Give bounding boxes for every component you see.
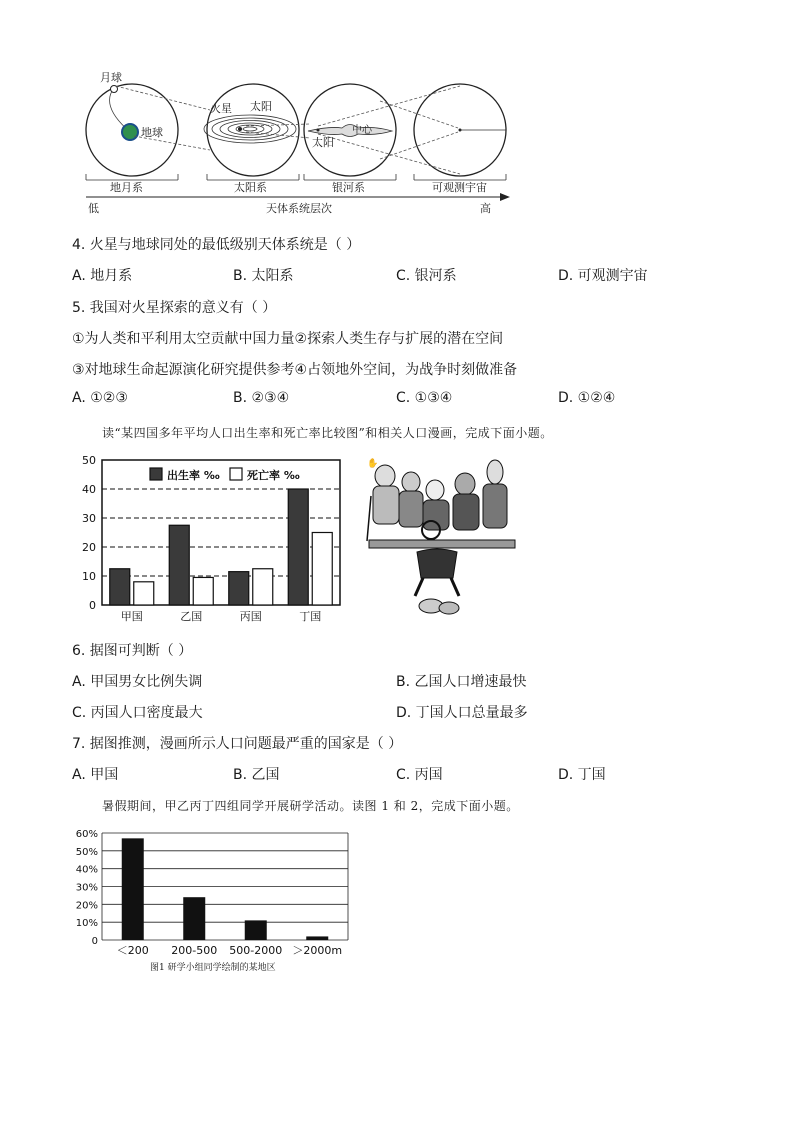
y-tick-label: 50 — [82, 454, 96, 467]
elevation-distribution-chart — [62, 826, 362, 956]
y-tick-label: 10% — [75, 918, 98, 930]
sun-dot — [238, 127, 242, 131]
young-person — [415, 549, 459, 614]
death-rate-bar — [134, 582, 154, 605]
high-label: 高 — [480, 202, 491, 215]
x-tick-label: 甲国 — [120, 610, 143, 623]
planet-orbits — [204, 115, 296, 143]
death-rate-bar — [253, 569, 273, 605]
axis-label: 天体系统层次 — [266, 202, 332, 215]
system-label-galaxy: 银河系 — [332, 181, 365, 194]
q7-option-b[interactable]: B. 乙国 — [233, 767, 280, 783]
moon-icon — [111, 86, 118, 93]
q5-stem: 5. 我国对火星探索的意义有（ ） — [72, 300, 277, 316]
birth-rate-bar — [229, 572, 249, 605]
figure1-caption: 图1 研学小组同学绘制的某地区 — [150, 963, 276, 973]
y-tick-label: 20% — [75, 900, 98, 912]
arrow-head-icon — [500, 193, 510, 201]
population-aging-cartoon — [365, 456, 525, 620]
q5-option-b[interactable]: B. ②③④ — [233, 390, 290, 406]
moon-label: 月球 — [100, 71, 122, 84]
earth-label: 地球 — [141, 126, 163, 139]
q4-stem: 4. 火星与地球同处的最低级别天体系统是（ ） — [72, 237, 361, 253]
y-tick-label: 30 — [82, 512, 96, 525]
q6-option-c[interactable]: C. 丙国人口密度最大 — [72, 705, 203, 721]
x-tick-label: 500-2000 — [229, 944, 283, 956]
system-label-earth-moon: 地月系 — [110, 181, 143, 194]
x-tick-label: 乙国 — [180, 610, 203, 623]
elevation-bar — [306, 936, 328, 940]
elderly-figures — [367, 460, 507, 541]
y-tick-label: 0 — [89, 599, 96, 612]
x-tick-label: ＞2000m — [292, 944, 343, 956]
x-tick-label: 丁国 — [299, 610, 322, 623]
q7-option-c[interactable]: C. 丙国 — [396, 767, 443, 783]
legend-birth-label: 出生率 ‰ — [167, 469, 220, 482]
celestial-hierarchy-diagram — [60, 66, 530, 218]
section-intro-population: 读“某四国多年平均人口出生率和死亡率比较图”和相关人口漫画，完成下面小题。 — [102, 426, 553, 440]
y-tick-label: 30% — [75, 882, 98, 894]
q5-statement-line-1: ①为人类和平利用太空贡献中国力量②探索人类生存与扩展的潜在空间 — [72, 331, 504, 347]
q6-option-b[interactable]: B. 乙国人口增速最快 — [396, 674, 527, 690]
y-tick-label: 60% — [75, 829, 98, 840]
q5-option-d[interactable]: D. ①②④ — [558, 390, 616, 406]
death-rate-bar — [193, 577, 213, 605]
q4-option-a[interactable]: A. 地月系 — [72, 268, 133, 284]
q7-option-a[interactable]: A. 甲国 — [72, 767, 119, 783]
svg-text:✋: ✋ — [367, 459, 379, 469]
death-rate-bar — [312, 533, 332, 606]
earth-icon — [122, 124, 138, 140]
y-tick-label: 10 — [82, 570, 96, 583]
low-label: 低 — [88, 202, 99, 215]
q5-option-a[interactable]: A. ①②③ — [72, 390, 128, 406]
y-tick-label: 0 — [91, 936, 98, 947]
solar-system-circle — [207, 84, 299, 176]
birth-rate-bar — [169, 525, 189, 605]
section-intro-study-trip: 暑假期间，甲乙丙丁四组同学开展研学活动。读图 1 和 2，完成下面小题。 — [102, 799, 519, 813]
q6-stem: 6. 据图可判断（ ） — [72, 643, 193, 659]
mars-label: 火星 — [210, 102, 232, 115]
birth-death-rate-chart — [70, 452, 350, 627]
q6-option-d[interactable]: D. 丁国人口总量最多 — [396, 705, 528, 721]
elevation-bar — [245, 920, 267, 940]
q5-option-c[interactable]: C. ①③④ — [396, 390, 453, 406]
sun-label-solar: 太阳 — [250, 100, 272, 113]
q5-statement-line-2: ③对地球生命起源演化研究提供参考④占领地外空间，为战争时刻做准备 — [72, 362, 518, 378]
system-label-solar: 太阳系 — [234, 181, 267, 194]
center-label: 中心 — [352, 125, 372, 136]
y-tick-label: 40 — [82, 483, 96, 496]
x-tick-label: 200-500 — [171, 944, 218, 956]
q4-option-b[interactable]: B. 太阳系 — [233, 268, 294, 284]
birth-rate-bar — [288, 489, 308, 605]
elevation-bar — [183, 897, 205, 940]
q7-option-d[interactable]: D. 丁国 — [558, 767, 606, 783]
sun-label-galaxy: 太阳 — [312, 136, 334, 149]
system-label-universe: 可观测宇宙 — [432, 181, 487, 194]
q4-option-c[interactable]: C. 银河系 — [396, 268, 457, 284]
legend-birth-swatch — [150, 468, 162, 480]
y-tick-label: 40% — [75, 864, 98, 876]
q4-option-d[interactable]: D. 可观测宇宙 — [558, 268, 648, 284]
y-tick-label: 20 — [82, 541, 96, 554]
board — [369, 540, 515, 548]
x-tick-label: ＜200 — [116, 944, 149, 956]
elevation-bar — [122, 838, 144, 940]
y-tick-label: 50% — [75, 846, 98, 858]
birth-rate-bar — [110, 569, 130, 605]
q6-option-a[interactable]: A. 甲国男女比例失调 — [72, 674, 203, 690]
legend-death-label: 死亡率 ‰ — [247, 469, 300, 482]
legend-death-swatch — [230, 468, 242, 480]
x-tick-label: 丙国 — [239, 610, 262, 623]
q7-stem: 7. 据图推测，漫画所示人口问题最严重的国家是（ ） — [72, 736, 403, 752]
